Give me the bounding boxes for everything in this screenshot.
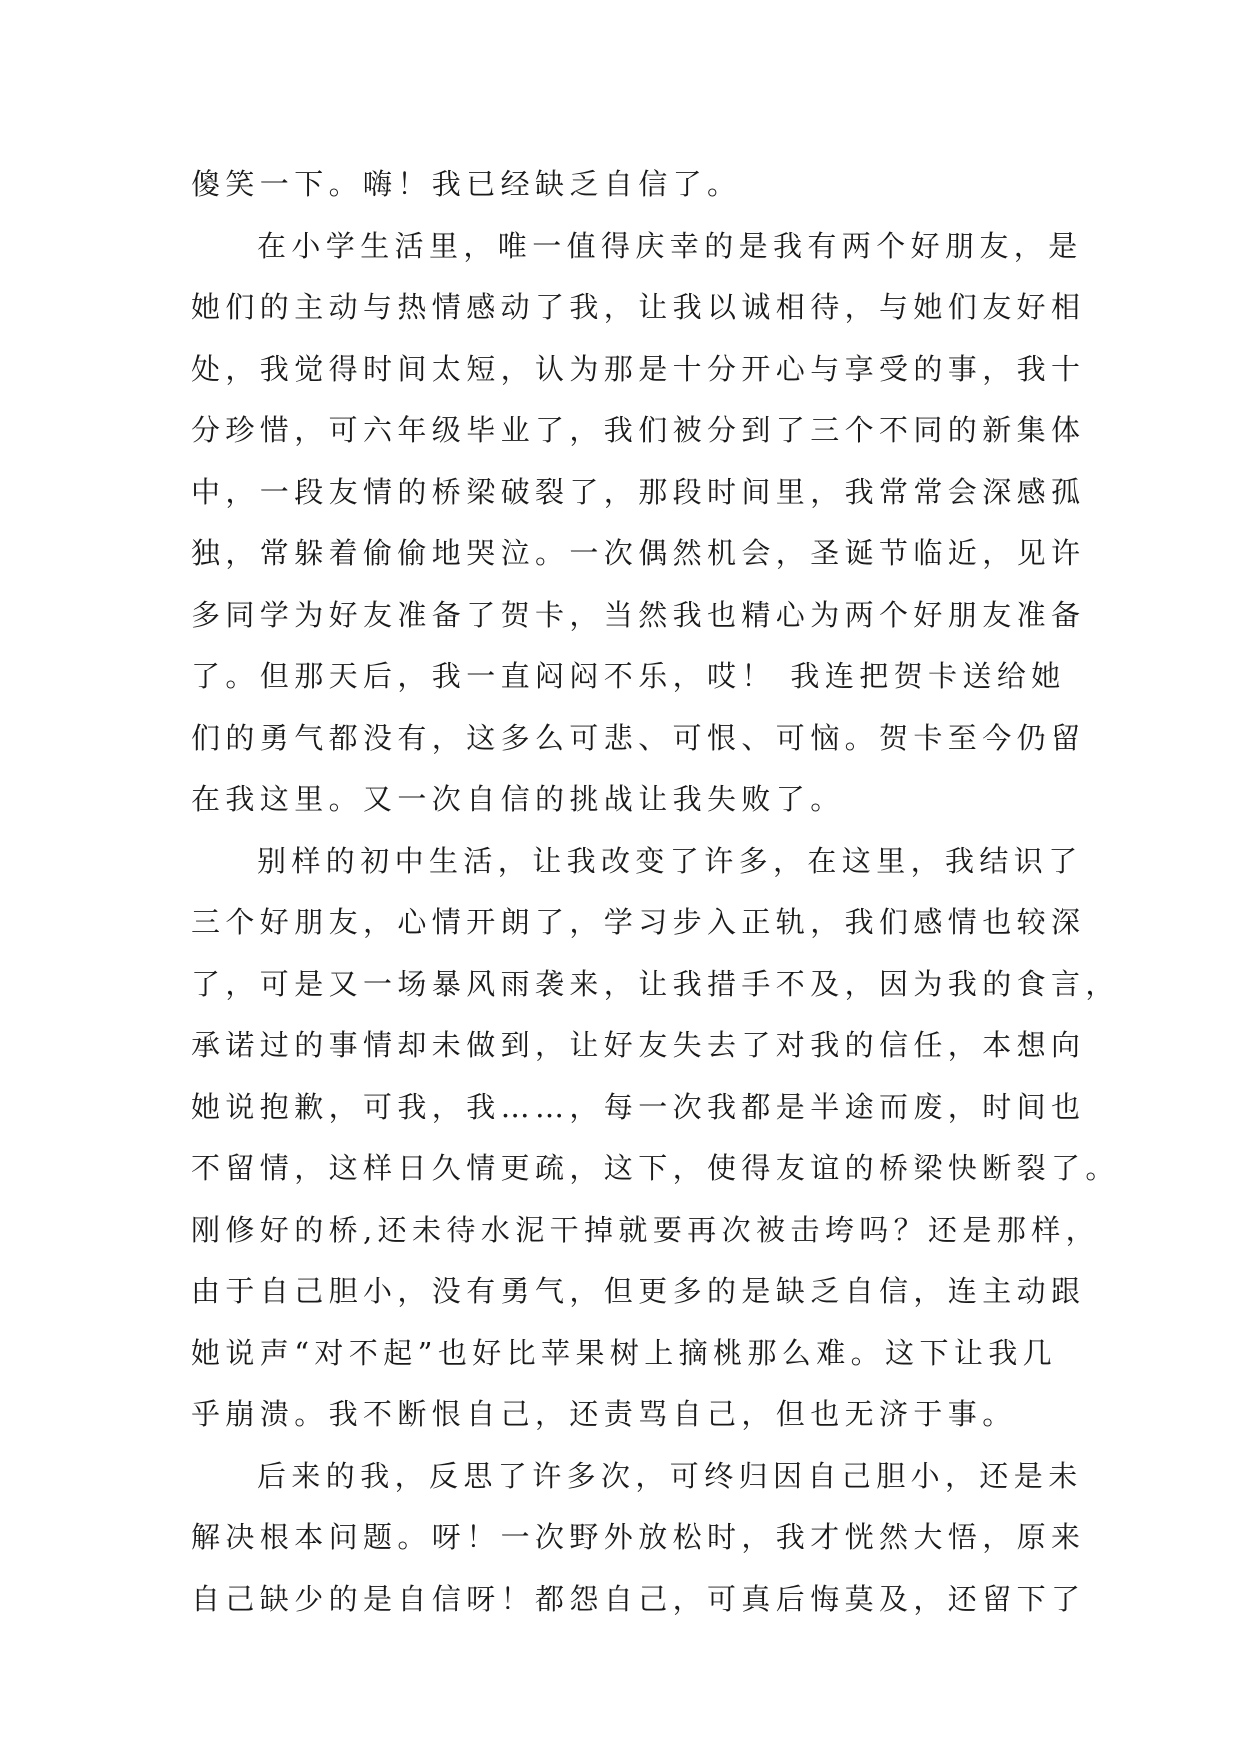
text-line: 们的勇气都没有，这多么可悲、可恨、可恼。贺卡至今仍留	[191, 720, 1086, 755]
text-line: 解决根本问题。呀！一次野外放松时，我才恍然大悟，原来	[191, 1520, 1086, 1554]
text-line: 傻笑一下。嗨！我已经缺乏自信了。	[191, 167, 742, 201]
text-line: 独，常躲着偷偷地哭泣。一次偶然机会，圣诞节临近，见许	[191, 536, 1086, 570]
text-line: 处，我觉得时间太短，认为那是十分开心与享受的事，我十	[191, 351, 1086, 386]
text-line: 在我这里。又一次自信的挑战让我失败了。	[191, 782, 845, 816]
text-line: 三个好朋友，心情开朗了，学习步入正轨，我们感情也较深	[191, 905, 1086, 939]
text-line: 了，可是又一场暴风雨袭来，让我措手不及，因为我的食言，	[191, 966, 1120, 1001]
text-line: 她们的主动与热情感动了我，让我以诚相待，与她们友好相	[191, 290, 1086, 324]
text-line: 承诺过的事情却未做到，让好友失去了对我的信任，本想向	[191, 1028, 1086, 1062]
paragraph-first-line: 别样的初中生活，让我改变了许多，在这里，我结识了	[257, 843, 1083, 878]
document-page	[191, 154, 1120, 1630]
text-line: 多同学为好友准备了贺卡，当然我也精心为两个好朋友准备	[191, 597, 1086, 632]
text-line: 中，一段友情的桥梁破裂了，那段时间里，我常常会深感孤	[191, 474, 1086, 509]
text-line: 自己缺少的是自信呀！都怨自己，可真后悔莫及，还留下了	[191, 1581, 1086, 1616]
text-line: 乎崩溃。我不断恨自己，还责骂自己，但也无济于事。	[191, 1397, 1017, 1431]
text-line: 不留情，这样日久情更疏，这下，使得友谊的桥梁快断裂了。	[191, 1151, 1120, 1185]
text-line: 她说抱歉，可我，我……，每一次我都是半途而废，时间也	[191, 1089, 1086, 1124]
text-line: 了。但那天后，我一直闷闷不乐，哎！ 我连把贺卡送给她	[191, 659, 1066, 693]
text-line: 分珍惜，可六年级毕业了，我们被分到了三个不同的新集体	[191, 413, 1086, 447]
text-line: 由于自己胆小，没有勇气，但更多的是缺乏自信，连主动跟	[191, 1274, 1086, 1308]
paragraph-first-line: 在小学生活里，唯一值得庆幸的是我有两个好朋友，是	[257, 228, 1083, 263]
text-line: 刚修好的桥,还未待水泥干掉就要再次被击垮吗？还是那样，	[191, 1212, 1101, 1247]
paragraph-first-line: 后来的我，反思了许多次，可终归因自己胆小，还是未	[257, 1458, 1083, 1493]
text-line: 她说声“对不起”也好比苹果树上摘桃那么难。这下让我几	[191, 1335, 1058, 1370]
